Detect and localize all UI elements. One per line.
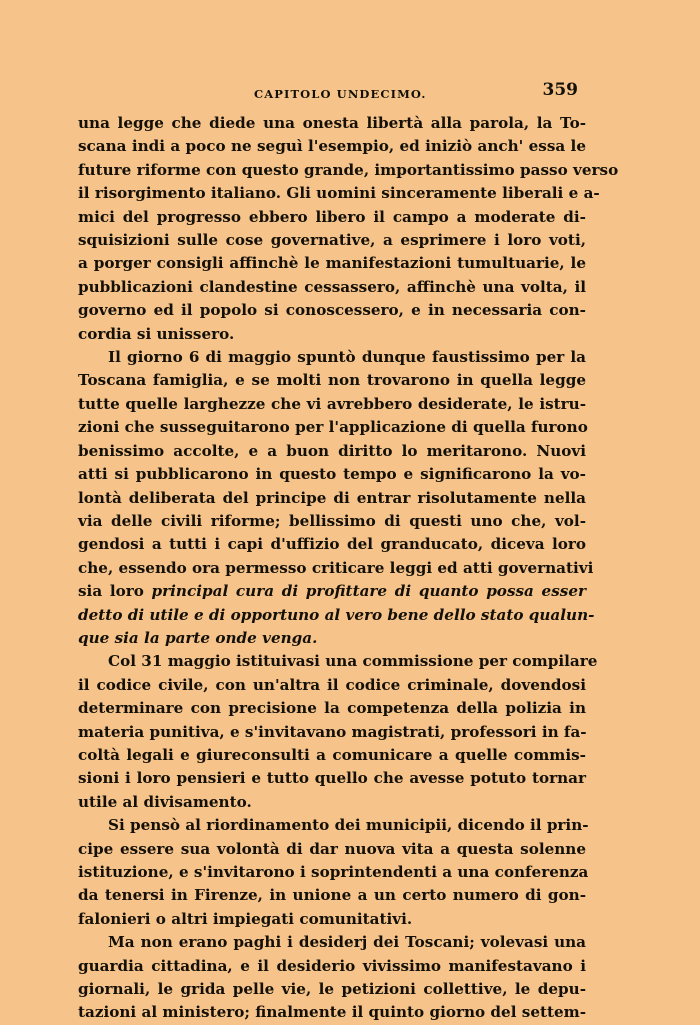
text-line (78, 627, 586, 650)
text-line: governo ed il popolo si conoscessero, e in necessaria con- (78, 301, 586, 320)
paragraph-1 (78, 112, 619, 346)
italic-quote: detto di utile e di opportuno al vero bene dello stato qualun- (78, 605, 595, 624)
text-line: Col 31 maggio istituivasi una commissione per compilare (108, 652, 598, 671)
text-line: tazioni al ministero; finalmente il quinto giorno del settem- (78, 1003, 587, 1022)
text-line: che, essendo ora permesso criticare leggi ed atti governativi (78, 558, 594, 577)
text-segment: sia loro (78, 582, 152, 601)
text-line: determinare con precisione la competenza della polizia in (78, 699, 586, 718)
text-line: sioni i loro pensieri e tutto quello che avesse potuto tornar (78, 769, 586, 788)
text-line: scana indi a poco ne seguì l'esempio, ed iniziò anch' essa le (78, 137, 586, 156)
page-number: 359 (542, 80, 578, 100)
paragraph-3 (78, 650, 598, 814)
text-line: mici del progresso ebbero libero il campo a moderate di- (78, 207, 586, 226)
text-line: Il giorno 6 di maggio spuntò dunque faustissimo per la (108, 348, 586, 367)
italic-quote: que sia la parte onde venga. (78, 628, 318, 647)
text-line (78, 604, 595, 627)
text-line: una legge che diede una onesta libertà alla parola, la To- (78, 114, 586, 132)
text-line-mixed (78, 580, 586, 603)
text-line: istituzione, e s'invitarono i soprintendenti a una conferenza (78, 863, 589, 881)
text-line: zioni che susseguitarono per l'applicazione di quella furono (78, 418, 588, 437)
text-line: giornali, le grida pelle vie, le petizioni collettive, le depu- (78, 980, 586, 999)
text-line: coltà legali e giureconsulti a comunicare a quelle commis- (78, 745, 586, 764)
text-line: Toscana famiglia, e se molti non trovarono in quella legge (78, 371, 586, 390)
book-page (78, 80, 619, 1025)
text-line: il risorgimento italiano. Gli uomini sinceramente liberali e a- (78, 184, 600, 203)
text-line: future riforme con questo grande, importantissimo passo verso (78, 160, 619, 179)
text-line: il codice civile, con un'altra il codice criminale, dovendosi (78, 675, 586, 694)
chapter-title: CAPITOLO UNDECIMO. (254, 87, 427, 101)
text-line: cipe essere sua volontà di dar nuova vita a questa solenne (78, 839, 586, 858)
text-line: falonieri o altri impiegati comunitativi. (78, 909, 413, 928)
text-line: pubblicazioni clandestine cessassero, affinchè una volta, il (78, 277, 586, 296)
text-line: atti si pubblicarono in questo tempo e significarono la vo- (78, 465, 586, 484)
running-head (78, 80, 586, 104)
text-line: benissimo accolte, e a buon diritto lo meritarono. Nuovi (78, 441, 586, 460)
text-line: tutte quelle larghezze che vi avrebbero desiderate, le istru- (78, 394, 586, 413)
text-line: a porger consigli affinchè le manifestazioni tumultuarie, le (78, 254, 586, 273)
text-line: utile al divisamento. (78, 792, 252, 811)
paragraph-2 (78, 346, 595, 650)
text-line: guardia cittadina, e il desiderio vivissimo manifestavano i (78, 956, 586, 975)
text-line: squisizioni sulle cose governative, a esprimere i loro voti, (78, 231, 586, 250)
text-line: lontà deliberata del principe di entrar risolutamente nella (78, 488, 586, 507)
text-line: Ma non erano paghi i desiderj dei Toscani; volevasi una (108, 933, 586, 952)
body-text (78, 112, 619, 1025)
paragraph-4 (78, 814, 589, 931)
text-line: Si pensò al riordinamento dei municipii, dicendo il prin- (108, 816, 589, 835)
text-line: via delle civili riforme; bellissimo di questi uno che, vol- (78, 511, 586, 530)
text-line: materia punitiva, e s'invitavano magistrati, professori in fa- (78, 722, 587, 741)
text-line: gendosi a tutti i capi d'uffizio del granducato, diceva loro (78, 535, 586, 554)
italic-quote: principal cura di profittare di quanto possa esser (151, 582, 586, 601)
text-line: cordia si unissero. (78, 324, 235, 343)
text-line: da tenersi in Firenze, in unione a un certo numero di gon- (78, 886, 586, 905)
paragraph-5 (78, 931, 586, 1025)
